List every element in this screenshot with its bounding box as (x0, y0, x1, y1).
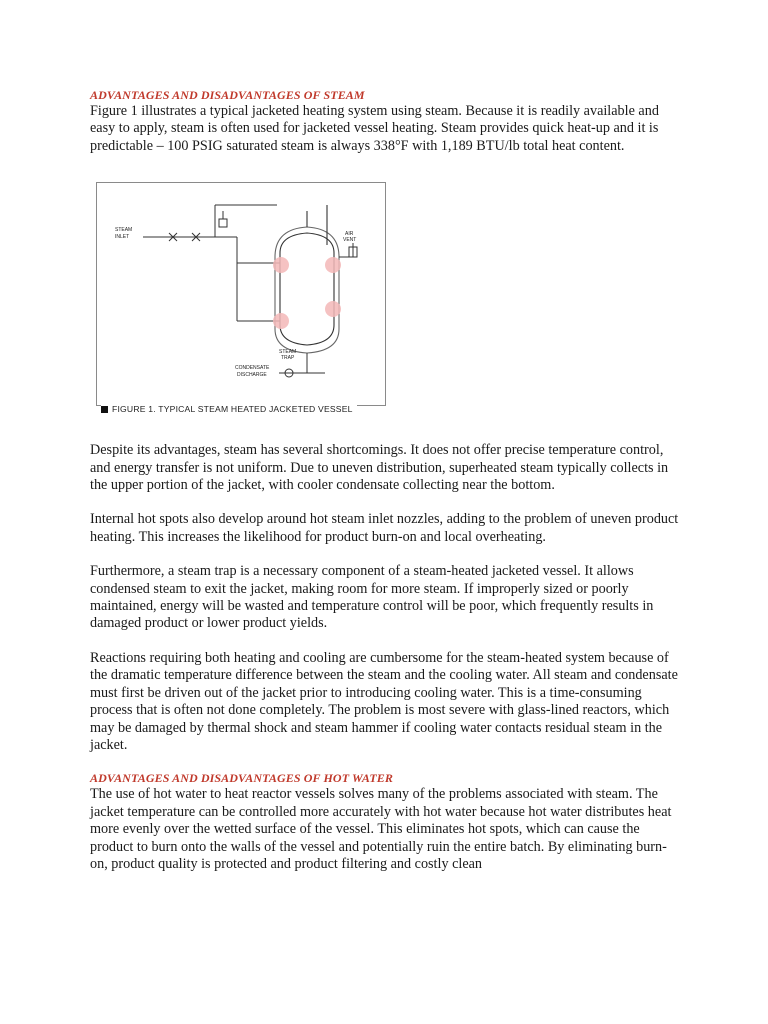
svg-text:INLET: INLET (115, 234, 130, 241)
hot-water-heading: ADVANTAGES AND DISADVANTAGES OF HOT WATER (90, 771, 393, 786)
label-condensate-discharge: CONDENSATE (235, 365, 270, 372)
svg-text:DISCHARGE: DISCHARGE (237, 372, 267, 379)
svg-text:VENT: VENT (343, 237, 357, 244)
vessel-diagram (97, 183, 385, 405)
document-page (90, 88, 680, 873)
paragraph-hot-water: The use of hot water to heat reactor vessels solves many of the problems associated with steam. The jacket temperature can be controlled more accurately with hot water because hot water distributes heat more evenly over the wetted surface of the vessel. This eliminates hot spots, which can cause the product to burn onto the walls of the vessel and potentially ruin the entire batch. By eliminating burn-on, product quality is protected and product filtering and costly clean (90, 786, 672, 872)
paragraph-shortcomings: Despite its advantages, steam has several shortcomings. It does not offer precise temperature control, and energy transfer is not uniform. Due to uneven distribution, superheated steam typically collects in the upper portion of the jacket, with cooler condensate collecting near the bottom. (90, 442, 669, 494)
steam-heading: ADVANTAGES AND DISADVANTAGES OF STEAM (90, 88, 365, 102)
caption-marker-icon (101, 406, 108, 413)
steam-intro-paragraph: Figure 1 illustrates a typical jacketed heating system using steam. Because it is readily available and easy to apply, steam is often used for jacketed vessel heating. Steam provides quick heat-up and it is predictable – 100 PSIG saturated steam is always 338°F with 1,189 BTU/lb total heat content. (90, 103, 659, 154)
svg-text:TRAP: TRAP (281, 355, 295, 362)
paragraph-heating-cooling: Reactions requiring both heating and cooling are cumbersome for the steam-heated system because of the dramatic temperature difference between the steam and the cooling water. All steam and condensate must first be driven out of the jacket prior to introducing cooling water. This is a time-consuming process that is often not done completely. The problem is most severe with glass-lined reactors, which may be damaged by thermal shock and steam hammer if cooling water contacts residual steam in the jacket. (90, 649, 678, 753)
figure-caption (101, 404, 357, 414)
hotspots (273, 257, 341, 329)
paragraph-hot-spots: Internal hot spots also develop around hot steam inlet nozzles, adding to the problem of uneven product heating. This increases the likelihood for product burn-on and local overheating. (90, 511, 679, 545)
jacketed-vessel (275, 205, 339, 356)
paragraph-steam-trap: Furthermore, a steam trap is a necessary component of a steam-heated jacketed vessel. It allows condensed steam to exit the jacket, making room for more steam. If improperly sized or poorly maintained, energy will be wasted and temperature control will be poor, which frequently results in damaged product or lower product yields. (90, 563, 654, 632)
label-steam-trap: STEAM (279, 349, 297, 356)
label-steam-inlet: STEAM (115, 227, 133, 234)
caption-text: FIGURE 1. TYPICAL STEAM HEATED JACKETED VESSEL (112, 404, 353, 415)
figure-steam-heated-vessel (96, 182, 386, 415)
label-air-vent: AIR (345, 231, 354, 238)
